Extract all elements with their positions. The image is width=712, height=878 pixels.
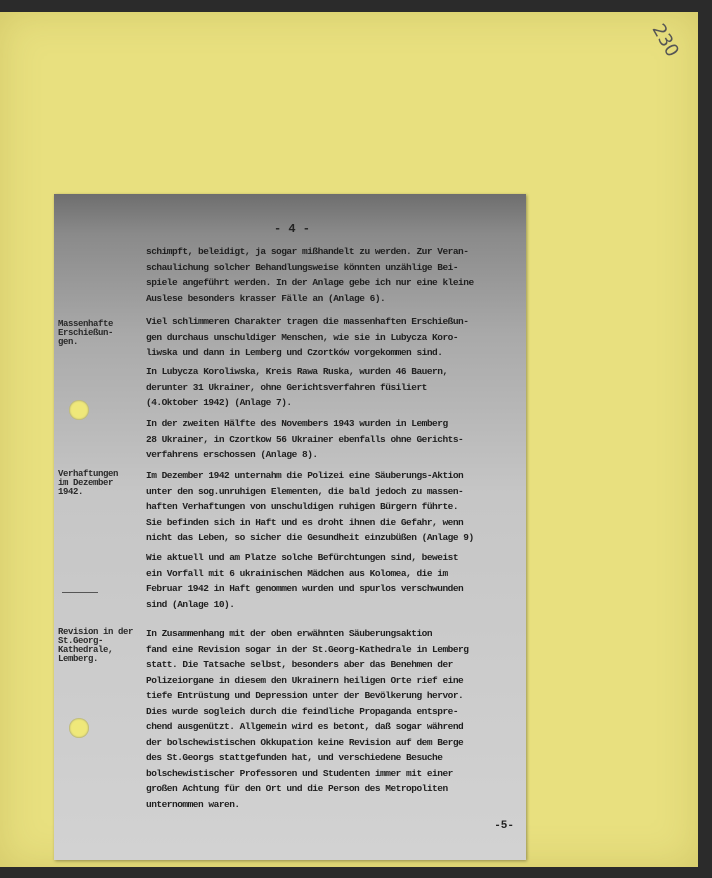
paragraph: Viel schlimmeren Charakter tragen die massenhaften Erschießun- gen durchaus unschuldiger Menschen, wie sie in Lubycza Koro- liwska und dann in Lemberg und Czortków vorgekommen sind. — [146, 316, 469, 358]
mounting-board — [0, 12, 698, 867]
paragraph: schimpft, beleidigt, ja sogar mißhandelt zu werden. Zur Veran- schaulichung solcher Behandlungsweise könnten unzählige Bei- spiele angeführt werden. In der Anlage gebe ich nur eine kleine Auslese besonders krasser Fälle an (Anlage 6). — [146, 246, 474, 304]
paragraph: In der zweiten Hälfte des Novembers 1943 wurden in Lemberg 28 Ukrainer, in Czortkow 56 Ukrainer ebenfalls ohne Gerichts- verfahrens erschossen (Anlage 8). — [146, 418, 464, 460]
punch-hole — [69, 718, 89, 738]
punch-hole — [69, 400, 89, 420]
document-sheet — [54, 194, 526, 860]
paragraph: Wie aktuell und am Platze solche Befürchtungen sind, beweist ein Vorfall mit 6 ukrainischen Mädchen aus Kolomea, die im Februar 1942 in Haft genommen wurden und spurlos verschwunden sind (Anlage 10). — [146, 552, 464, 610]
margin-note: Verhaftungen im Dezember 1942. — [58, 469, 119, 497]
margin-note: Revision in der St.Georg- Kathedrale, Lemberg. — [58, 627, 134, 664]
paragraph: Im Dezember 1942 unternahm die Polizei eine Säuberungs-Aktion unter den sog.unruhigen Elementen, die bald jedoch zu massen- haften Verhaftungen von unschuldigen ruhigen Bürgern führte. Sie befinden sich in Haft und es droht ihnen die Gefahr, wenn nicht das Leben, so sicher die Gesundheit einzubüßen (Anlage 9) — [146, 470, 474, 543]
folio-number: 230 — [647, 20, 683, 61]
paragraph: In Zusammenhang mit der oben erwähnten Säuberungsaktion fand eine Revision sogar in der St.Georg-Kathedrale in Lemberg statt. Die Tatsache selbst, besonders aber das Benehmen der Polizeiorgane in diesem den Ukrainern heiligen Orte rief eine tiefe Entrüstung und Depression unter der Bevölkerung hervor. Dies wurde sogleich durch die feindliche Propaganda entspre- chend ausgenützt. Allgemein wird es betont, daß sogar während der bolschewistischen Okkupation keine Revision auf dem Berge des St.Georgs stattgefunden hat, und verschiedene Besuche bolschewistischer Professoren und Studenten immer mit einer großen Achtung für den Ort und die Person des Metropoliten unternommen waren. — [146, 628, 469, 810]
page-header: - 4 - — [274, 222, 311, 236]
continuation-marker: -5- — [494, 820, 514, 832]
divider — [62, 592, 98, 593]
margin-note: Massenhafte Erschießun- gen. — [58, 319, 114, 347]
paragraph: In Lubycza Koroliwska, Kreis Rawa Ruska, wurden 46 Bauern, derunter 31 Ukrainer, ohne Gerichtsverfahren füsiliert (4.Oktober 1942) (Anlage 7). — [146, 366, 448, 408]
